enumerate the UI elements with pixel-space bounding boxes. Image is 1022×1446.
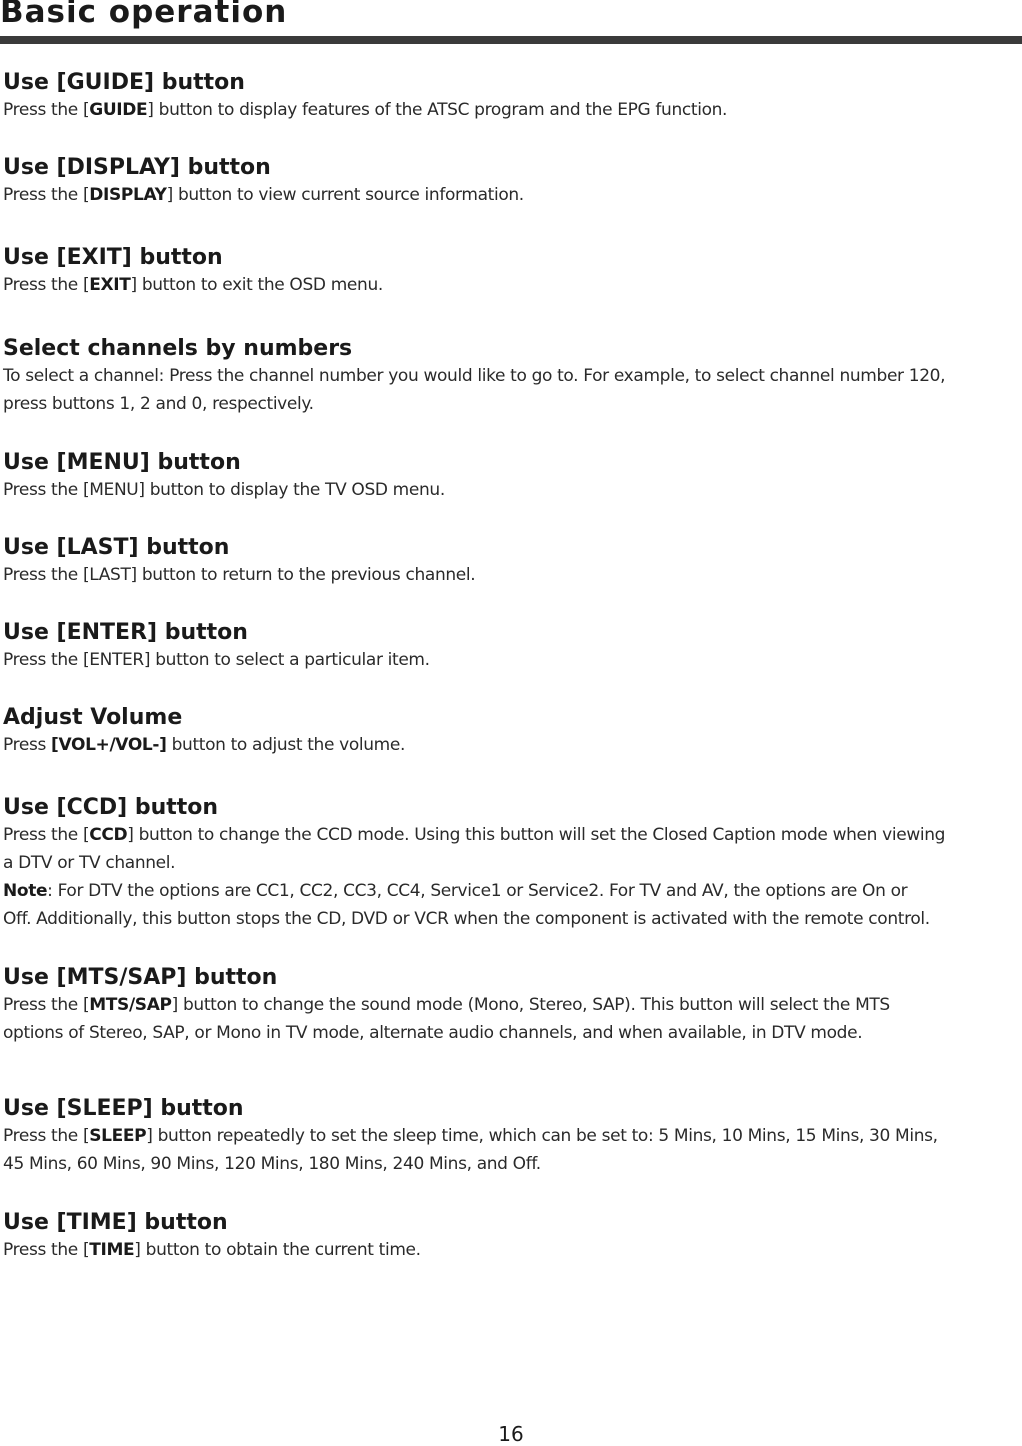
section-text: 45 Mins, 60 Mins, 90 Mins, 120 Mins, 180 Mins, 240 Mins, and Off. bbox=[3, 1154, 541, 1174]
button-name: EXIT bbox=[89, 275, 131, 295]
section-time bbox=[3, 1210, 1021, 1264]
button-name: DISPLAY bbox=[89, 185, 167, 205]
section-heading: Adjust Volume bbox=[3, 705, 183, 730]
button-name: SLEEP bbox=[89, 1126, 147, 1146]
section-text: Press [VOL+/VOL-] button to adjust the volume. bbox=[3, 735, 406, 755]
section-text: Press the [MTS/SAP] button to change the sound mode (Mono, Stereo, SAP). This button will select the MTS bbox=[3, 995, 890, 1015]
section-text: Press the [DISPLAY] button to view current source information. bbox=[3, 185, 524, 205]
section-text: Press the [SLEEP] button repeatedly to set the sleep time, which can be set to: 5 Mins, 10 Mins, 15 Mins, 30 Mins, bbox=[3, 1126, 938, 1146]
section-text: Press the [MENU] button to display the TV OSD menu. bbox=[3, 480, 445, 500]
section-text: press buttons 1, 2 and 0, respectively. bbox=[3, 394, 314, 414]
section-text: Press the [GUIDE] button to display features of the ATSC program and the EPG function. bbox=[3, 100, 728, 120]
section-menu bbox=[3, 450, 1021, 504]
note-label: Note bbox=[3, 881, 48, 901]
page-title: Basic operation bbox=[0, 0, 288, 30]
section-text: Press the [EXIT] button to exit the OSD menu. bbox=[3, 275, 383, 295]
page-number: 16 bbox=[498, 1422, 524, 1446]
section-heading: Use [EXIT] button bbox=[3, 245, 223, 270]
section-display bbox=[3, 155, 1021, 209]
section-text: Press the [ENTER] button to select a particular item. bbox=[3, 650, 430, 670]
section-text: options of Stereo, SAP, or Mono in TV mode, alternate audio channels, and when available, in DTV mode. bbox=[3, 1023, 863, 1043]
section-guide bbox=[3, 70, 1021, 124]
title-divider bbox=[0, 36, 1022, 44]
button-name: TIME bbox=[89, 1240, 135, 1260]
section-channels bbox=[3, 336, 1021, 418]
section-sleep bbox=[3, 1096, 1021, 1178]
section-heading: Use [SLEEP] button bbox=[3, 1096, 244, 1121]
section-last bbox=[3, 535, 1021, 589]
section-heading: Use [ENTER] button bbox=[3, 620, 248, 645]
section-heading: Use [CCD] button bbox=[3, 795, 219, 820]
section-text: Press the [CCD] button to change the CCD mode. Using this button will set the Closed Caption mode when viewing bbox=[3, 825, 946, 845]
section-text: Press the [TIME] button to obtain the current time. bbox=[3, 1240, 421, 1260]
section-heading: Use [MENU] button bbox=[3, 450, 241, 475]
button-name: GUIDE bbox=[89, 100, 148, 120]
section-exit bbox=[3, 245, 1021, 299]
section-heading: Use [DISPLAY] button bbox=[3, 155, 271, 180]
section-volume bbox=[3, 705, 1021, 759]
note-text: Note: For DTV the options are CC1, CC2, CC3, CC4, Service1 or Service2. For TV and AV, the options are On or bbox=[3, 881, 908, 901]
section-text: To select a channel: Press the channel number you would like to go to. For example, to select channel number 120, bbox=[3, 366, 946, 386]
section-heading: Use [LAST] button bbox=[3, 535, 230, 560]
section-text: Press the [LAST] button to return to the previous channel. bbox=[3, 565, 476, 585]
section-text: a DTV or TV channel. bbox=[3, 853, 176, 873]
button-name: [VOL+/VOL-] bbox=[51, 735, 167, 755]
section-enter bbox=[3, 620, 1021, 674]
section-heading: Select channels by numbers bbox=[3, 336, 353, 361]
section-mts-sap bbox=[3, 965, 1021, 1047]
section-ccd bbox=[3, 795, 1021, 933]
section-heading: Use [TIME] button bbox=[3, 1210, 228, 1235]
button-name: MTS/SAP bbox=[89, 995, 172, 1015]
section-heading: Use [GUIDE] button bbox=[3, 70, 245, 95]
section-text: Off. Additionally, this button stops the CD, DVD or VCR when the component is activated with the remote control. bbox=[3, 909, 930, 929]
section-heading: Use [MTS/SAP] button bbox=[3, 965, 278, 990]
button-name: CCD bbox=[89, 825, 128, 845]
